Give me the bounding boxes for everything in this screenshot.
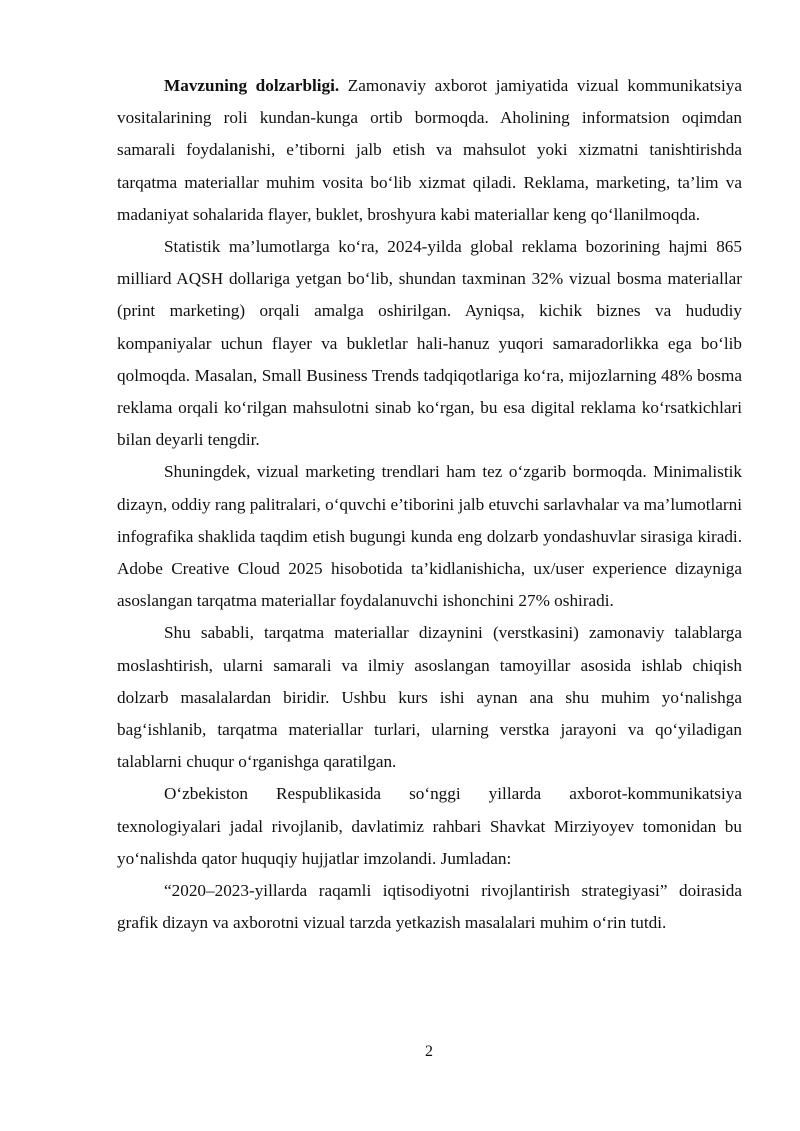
document-body: [117, 70, 742, 939]
paragraph-lead-heading: Mavzuning dolzarbligi.: [164, 76, 340, 95]
paragraph-strategy: “2020–2023-yillarda raqamli iqtisodiyotni rivojlantirish strategiyasi” doirasida grafik dizayn va axborotni vizual tarzda yetkazish masalalari muhim o‘rin tutdi.: [117, 881, 742, 933]
paragraph-text: Zamonaviy axborot jamiyatida vizual kommunikatsiya vositalarining roli kundan-kunga ortib bormoqda. Aholining informatsion oqimdan samarali foydalanishi, e’tiborni jalb etish va mahsulot yoki xizmatni tanishtirishda tarqatma materiallar muhim vosita bo‘lib xizmat qiladi. Reklama, marketing, ta’lim va madaniyat sohalarida flayer, buklet, broshyura kabi materiallar keng qo‘llanilmoqda.: [117, 76, 742, 224]
paragraph-uzbekistan: O‘zbekiston Respublikasida so‘nggi yillarda axborot-kommunikatsiya texnologiyalari jadal rivojlanib, davlatimiz rahbari Shavkat Mirziyoyev tomonidan bu yo‘nalishda qator huquqiy hujjatlar imzolandi. Jumladan:: [117, 784, 742, 868]
paragraph-purpose: Shu sababli, tarqatma materiallar dizaynini (verstkasini) zamonaviy talablarga moslashtirish, ularni samarali va ilmiy asoslangan tamoyillar asosida ishlab chiqish dolzarb masalalardan biridir. Ushbu kurs ishi aynan ana shu muhim yo‘nalishga bag‘ishlanib, tarqatma materiallar turlari, ularning verstka jarayoni va qo‘yiladigan talablarni chuqur o‘rganishga qaratilgan.: [117, 623, 742, 772]
page-number: 2: [425, 1043, 433, 1060]
paragraph-relevance: [117, 70, 742, 231]
paragraph-statistics: Statistik ma’lumotlarga ko‘ra, 2024-yilda global reklama bozorining hajmi 865 milliard AQSH dollariga yetgan bo‘lib, shundan taxminan 32% vizual bosma materiallar (print marketing) orqali amalga oshirilgan. Ayniqsa, kichik biznes va hududiy kompaniyalar uchun flayer va bukletlar hali-hanuz yuqori samaradorlikka ega bo‘lib qolmoqda. Masalan, Small Business Trends tadqiqotlariga ko‘ra, mijozlarning 48% bosma reklama orqali ko‘rilgan mahsulotni sinab ko‘rgan, bu esa digital reklama ko‘rsatkichlari bilan deyarli tengdir.: [117, 237, 742, 450]
paragraph-trends: Shuningdek, vizual marketing trendlari ham tez o‘zgarib bormoqda. Minimalistik dizayn, oddiy rang palitralari, o‘quvchi e’tiborini jalb etuvchi sarlavhalar va ma’lumotlarni infografika shaklida taqdim etish bugungi kunda eng dolzarb yondashuvlar sirasiga kiradi. Adobe Creative Cloud 2025 hisobotida ta’kidlanishicha, ux/user experience dizayniga asoslangan tarqatma materiallar foydalanuvchi ishonchini 27% oshiradi.: [117, 462, 742, 611]
